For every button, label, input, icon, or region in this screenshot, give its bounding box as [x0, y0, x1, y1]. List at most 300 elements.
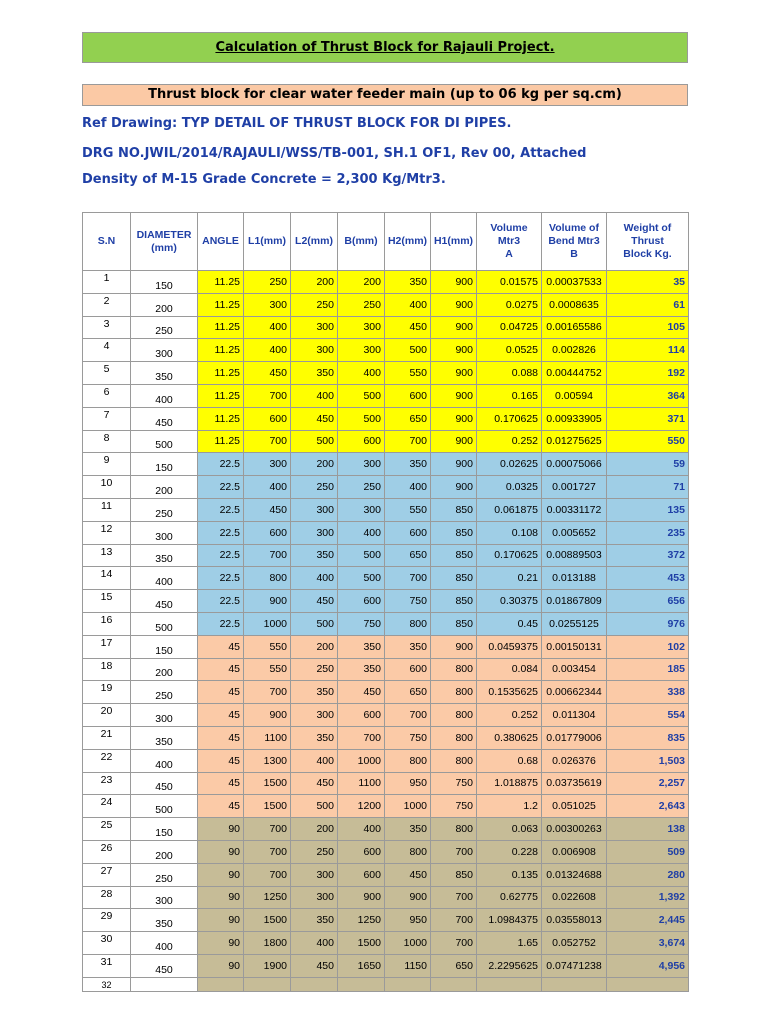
cell-volume-a: 0.135 [477, 863, 542, 886]
cell-volume-a: 0.380625 [477, 726, 542, 749]
cell-l2: 500 [291, 612, 338, 635]
cell-diameter: 350 [131, 726, 198, 749]
cell-h1: 800 [431, 681, 477, 704]
cell-h1: 800 [431, 749, 477, 772]
table-row [83, 567, 689, 590]
table-row [83, 795, 689, 818]
thrust-block-table [82, 212, 689, 992]
header-volume-a-label: Volume Mtr3 [490, 222, 528, 247]
cell-sn: 7 [83, 407, 131, 430]
cell-l2: 500 [291, 430, 338, 453]
header-weight [607, 213, 689, 271]
cell-b: 400 [338, 818, 385, 841]
cell-diameter: 300 [131, 886, 198, 909]
cell-angle: 45 [198, 704, 244, 727]
cell-weight: 71 [607, 476, 689, 499]
cell-l1: 550 [244, 635, 291, 658]
table-row [83, 612, 689, 635]
cell-l1: 900 [244, 704, 291, 727]
cell-diameter: 450 [131, 590, 198, 613]
cell-volume-b: 0.07471238 [542, 954, 607, 977]
cell-volume-b: 0.006908 [542, 840, 607, 863]
cell-weight: 138 [607, 818, 689, 841]
cell-volume-b: 0.013188 [542, 567, 607, 590]
cell-weight: 364 [607, 384, 689, 407]
cell-l1: 700 [244, 840, 291, 863]
cell-b: 300 [338, 316, 385, 339]
cell-volume-a: 0.063 [477, 818, 542, 841]
cell-l2: 250 [291, 840, 338, 863]
cell-l2: 400 [291, 932, 338, 955]
cell-l2: 300 [291, 339, 338, 362]
table-row [83, 726, 689, 749]
table-row [83, 681, 689, 704]
cell-h2 [385, 977, 431, 991]
cell-diameter: 450 [131, 772, 198, 795]
cell-sn: 17 [83, 635, 131, 658]
cell-weight: 192 [607, 362, 689, 385]
cell-h2: 1150 [385, 954, 431, 977]
cell-diameter: 350 [131, 544, 198, 567]
cell-diameter: 200 [131, 293, 198, 316]
cell-volume-b: 0.00662344 [542, 681, 607, 704]
cell-weight: 4,956 [607, 954, 689, 977]
cell-h1 [431, 977, 477, 991]
cell-l1: 1500 [244, 909, 291, 932]
cell-sn: 12 [83, 521, 131, 544]
cell-angle: 45 [198, 772, 244, 795]
cell-sn: 8 [83, 430, 131, 453]
cell-volume-a: 0.0325 [477, 476, 542, 499]
cell-volume-b: 0.00150131 [542, 635, 607, 658]
cell-volume-b: 0.00165586 [542, 316, 607, 339]
table-row [83, 749, 689, 772]
cell-weight: 280 [607, 863, 689, 886]
cell-volume-b: 0.011304 [542, 704, 607, 727]
cell-h1: 850 [431, 612, 477, 635]
cell-sn: 31 [83, 954, 131, 977]
cell-volume-b: 0.0255125 [542, 612, 607, 635]
cell-h1: 800 [431, 726, 477, 749]
cell-weight: 135 [607, 498, 689, 521]
cell-angle: 45 [198, 795, 244, 818]
cell-h1: 850 [431, 521, 477, 544]
cell-volume-a: 0.228 [477, 840, 542, 863]
cell-h2: 450 [385, 863, 431, 886]
cell-l2: 450 [291, 590, 338, 613]
cell-b: 900 [338, 886, 385, 909]
cell-volume-a [477, 977, 542, 991]
cell-b: 1100 [338, 772, 385, 795]
table-row [83, 544, 689, 567]
table-row [83, 384, 689, 407]
table-row [83, 590, 689, 613]
cell-volume-b: 0.022608 [542, 886, 607, 909]
subtitle-banner [82, 84, 688, 106]
cell-sn: 6 [83, 384, 131, 407]
cell-h1: 900 [431, 635, 477, 658]
cell-weight: 2,445 [607, 909, 689, 932]
cell-sn: 3 [83, 316, 131, 339]
cell-l1: 300 [244, 293, 291, 316]
cell-angle: 90 [198, 818, 244, 841]
cell-h2: 800 [385, 612, 431, 635]
cell-l2: 200 [291, 635, 338, 658]
cell-angle: 22.5 [198, 544, 244, 567]
cell-diameter: 250 [131, 316, 198, 339]
cell-b: 600 [338, 704, 385, 727]
table-header-row [83, 213, 689, 271]
cell-h1: 900 [431, 453, 477, 476]
cell-h2: 350 [385, 453, 431, 476]
cell-sn: 27 [83, 863, 131, 886]
cell-diameter: 250 [131, 681, 198, 704]
cell-diameter: 500 [131, 430, 198, 453]
cell-h2: 500 [385, 339, 431, 362]
cell-l2: 500 [291, 795, 338, 818]
header-diameter [131, 213, 198, 271]
cell-angle: 11.25 [198, 430, 244, 453]
cell-angle: 22.5 [198, 453, 244, 476]
cell-diameter: 150 [131, 453, 198, 476]
cell-weight: 509 [607, 840, 689, 863]
cell-sn: 15 [83, 590, 131, 613]
cell-angle: 11.25 [198, 339, 244, 362]
cell-angle: 22.5 [198, 476, 244, 499]
cell-volume-b: 0.00075066 [542, 453, 607, 476]
cell-b: 500 [338, 567, 385, 590]
cell-diameter: 400 [131, 384, 198, 407]
cell-l2: 200 [291, 271, 338, 294]
cell-weight: 550 [607, 430, 689, 453]
cell-sn: 28 [83, 886, 131, 909]
document-title: Calculation of Thrust Block for Rajauli Project. [215, 40, 555, 55]
cell-volume-b: 0.0008635 [542, 293, 607, 316]
cell-diameter: 250 [131, 498, 198, 521]
cell-l2: 250 [291, 293, 338, 316]
cell-l1: 700 [244, 384, 291, 407]
cell-diameter: 450 [131, 954, 198, 977]
cell-volume-a: 0.62775 [477, 886, 542, 909]
cell-volume-a: 0.0459375 [477, 635, 542, 658]
cell-h2: 1000 [385, 932, 431, 955]
cell-weight: 185 [607, 658, 689, 681]
cell-l2: 350 [291, 362, 338, 385]
cell-l2: 450 [291, 772, 338, 795]
cell-volume-b: 0.03735619 [542, 772, 607, 795]
table-row [83, 772, 689, 795]
cell-b: 300 [338, 498, 385, 521]
table-row [83, 339, 689, 362]
cell-l2: 250 [291, 658, 338, 681]
cell-weight: 1,503 [607, 749, 689, 772]
cell-l2: 350 [291, 544, 338, 567]
cell-angle: 90 [198, 909, 244, 932]
cell-angle: 90 [198, 840, 244, 863]
header-sn [83, 213, 131, 271]
cell-volume-a: 0.0525 [477, 339, 542, 362]
cell-weight: 338 [607, 681, 689, 704]
cell-b: 1000 [338, 749, 385, 772]
cell-h2: 600 [385, 521, 431, 544]
cell-weight: 59 [607, 453, 689, 476]
cell-h1: 800 [431, 818, 477, 841]
cell-b: 1650 [338, 954, 385, 977]
cell-h2: 700 [385, 704, 431, 727]
cell-l2: 300 [291, 521, 338, 544]
cell-b: 1500 [338, 932, 385, 955]
cell-diameter: 150 [131, 271, 198, 294]
table-row [83, 909, 689, 932]
cell-weight: 105 [607, 316, 689, 339]
cell-l2: 350 [291, 726, 338, 749]
table-row [83, 932, 689, 955]
cell-b: 350 [338, 658, 385, 681]
header-weight-label-3: Block Kg. [623, 248, 672, 260]
cell-weight: 1,392 [607, 886, 689, 909]
cell-h1: 900 [431, 362, 477, 385]
cell-volume-b [542, 977, 607, 991]
cell-l1: 400 [244, 476, 291, 499]
cell-l1: 600 [244, 407, 291, 430]
table-row [83, 635, 689, 658]
cell-diameter: 300 [131, 704, 198, 727]
cell-diameter: 500 [131, 612, 198, 635]
cell-l2: 350 [291, 909, 338, 932]
cell-angle: 90 [198, 954, 244, 977]
header-l2 [291, 213, 338, 271]
cell-sn: 13 [83, 544, 131, 567]
cell-h2: 950 [385, 909, 431, 932]
cell-volume-b: 0.052752 [542, 932, 607, 955]
cell-l1: 1800 [244, 932, 291, 955]
cell-h1: 850 [431, 863, 477, 886]
cell-diameter: 200 [131, 658, 198, 681]
cell-angle: 11.25 [198, 271, 244, 294]
cell-l1: 700 [244, 544, 291, 567]
table-row [83, 818, 689, 841]
cell-b: 600 [338, 840, 385, 863]
cell-b: 600 [338, 590, 385, 613]
header-weight-label-1: Weight of [623, 222, 672, 234]
cell-angle: 45 [198, 658, 244, 681]
cell-b: 600 [338, 863, 385, 886]
cell-b [338, 977, 385, 991]
cell-h1: 900 [431, 476, 477, 499]
cell-l1: 700 [244, 818, 291, 841]
cell-h2: 350 [385, 635, 431, 658]
cell-sn: 21 [83, 726, 131, 749]
cell-diameter: 200 [131, 840, 198, 863]
table-row [83, 453, 689, 476]
cell-diameter: 200 [131, 476, 198, 499]
cell-angle: 90 [198, 932, 244, 955]
cell-diameter: 400 [131, 932, 198, 955]
cell-h1: 900 [431, 384, 477, 407]
cell-b: 600 [338, 430, 385, 453]
cell-l1: 250 [244, 271, 291, 294]
cell-h2: 700 [385, 430, 431, 453]
cell-h1: 800 [431, 704, 477, 727]
cell-volume-b: 0.00300263 [542, 818, 607, 841]
cell-b: 1200 [338, 795, 385, 818]
cell-l1: 1000 [244, 612, 291, 635]
cell-volume-a: 0.170625 [477, 407, 542, 430]
cell-diameter: 400 [131, 749, 198, 772]
cell-angle: 22.5 [198, 567, 244, 590]
cell-diameter: 400 [131, 567, 198, 590]
cell-volume-b: 0.01867809 [542, 590, 607, 613]
cell-l1: 400 [244, 316, 291, 339]
header-h1 [431, 213, 477, 271]
cell-volume-b: 0.005652 [542, 521, 607, 544]
cell-weight: 114 [607, 339, 689, 362]
cell-volume-a: 0.01575 [477, 271, 542, 294]
cell-l1: 1250 [244, 886, 291, 909]
cell-l1: 300 [244, 453, 291, 476]
cell-l1: 1500 [244, 772, 291, 795]
cell-volume-a: 1.018875 [477, 772, 542, 795]
table-row [83, 658, 689, 681]
cell-h2: 600 [385, 658, 431, 681]
header-l1 [244, 213, 291, 271]
cell-volume-b: 0.026376 [542, 749, 607, 772]
cell-l1: 1100 [244, 726, 291, 749]
cell-volume-b: 0.051025 [542, 795, 607, 818]
cell-angle: 45 [198, 749, 244, 772]
table-row [83, 407, 689, 430]
cell-angle: 90 [198, 863, 244, 886]
cell-diameter: 300 [131, 339, 198, 362]
cell-angle: 11.25 [198, 384, 244, 407]
cell-l2: 200 [291, 453, 338, 476]
header-h1-label: H1(mm) [433, 235, 474, 247]
cell-l2: 450 [291, 954, 338, 977]
cell-sn: 23 [83, 772, 131, 795]
cell-sn: 4 [83, 339, 131, 362]
cell-volume-a: 0.252 [477, 430, 542, 453]
cell-volume-b: 0.01275625 [542, 430, 607, 453]
cell-h1: 700 [431, 840, 477, 863]
cell-b: 400 [338, 362, 385, 385]
cell-sn: 32 [83, 977, 131, 991]
cell-diameter: 450 [131, 407, 198, 430]
cell-diameter: 250 [131, 863, 198, 886]
cell-volume-a: 0.170625 [477, 544, 542, 567]
table-body [83, 271, 689, 992]
cell-weight: 976 [607, 612, 689, 635]
cell-h2: 400 [385, 476, 431, 499]
cell-weight: 102 [607, 635, 689, 658]
cell-sn: 22 [83, 749, 131, 772]
cell-b: 1250 [338, 909, 385, 932]
cell-l1 [244, 977, 291, 991]
cell-diameter: 350 [131, 362, 198, 385]
cell-l1: 700 [244, 430, 291, 453]
cell-sn: 5 [83, 362, 131, 385]
cell-h2: 650 [385, 544, 431, 567]
cell-sn: 11 [83, 498, 131, 521]
cell-volume-a: 0.0275 [477, 293, 542, 316]
header-l2-label: L2(mm) [295, 235, 333, 247]
header-weight-label-2: Thrust [631, 235, 664, 247]
header-volume-b-label-1: Volume of [549, 222, 599, 234]
cell-volume-b: 0.00933905 [542, 407, 607, 430]
cell-h1: 900 [431, 316, 477, 339]
cell-h2: 650 [385, 681, 431, 704]
cell-volume-b: 0.001727 [542, 476, 607, 499]
table-row [83, 886, 689, 909]
header-angle-label: ANGLE [202, 235, 239, 247]
cell-l2: 300 [291, 704, 338, 727]
table-row [83, 293, 689, 316]
cell-sn: 1 [83, 271, 131, 294]
cell-l1: 700 [244, 681, 291, 704]
header-l1-label: L1(mm) [248, 235, 286, 247]
title-banner [82, 32, 688, 63]
cell-volume-b: 0.00889503 [542, 544, 607, 567]
table-row-partial [83, 977, 689, 991]
header-sn-label: S.N [97, 235, 116, 247]
cell-volume-a: 0.45 [477, 612, 542, 635]
cell-volume-a: 0.21 [477, 567, 542, 590]
cell-weight: 835 [607, 726, 689, 749]
cell-sn: 24 [83, 795, 131, 818]
header-b [338, 213, 385, 271]
cell-l1: 550 [244, 658, 291, 681]
cell-volume-a: 0.252 [477, 704, 542, 727]
cell-angle: 11.25 [198, 316, 244, 339]
cell-l1: 1500 [244, 795, 291, 818]
cell-h2: 550 [385, 362, 431, 385]
cell-sn: 16 [83, 612, 131, 635]
cell-h1: 750 [431, 772, 477, 795]
cell-volume-a: 0.088 [477, 362, 542, 385]
cell-b: 400 [338, 521, 385, 544]
cell-l2: 300 [291, 316, 338, 339]
cell-l2: 250 [291, 476, 338, 499]
cell-l2: 200 [291, 818, 338, 841]
cell-weight: 453 [607, 567, 689, 590]
cell-angle: 22.5 [198, 521, 244, 544]
cell-l2: 300 [291, 886, 338, 909]
cell-volume-b: 0.03558013 [542, 909, 607, 932]
header-volume-a-letter: A [505, 248, 513, 260]
table-row [83, 271, 689, 294]
cell-volume-b: 0.01324688 [542, 863, 607, 886]
cell-volume-b: 0.00444752 [542, 362, 607, 385]
cell-volume-a: 0.061875 [477, 498, 542, 521]
cell-b: 250 [338, 293, 385, 316]
cell-sn: 10 [83, 476, 131, 499]
cell-h1: 700 [431, 932, 477, 955]
cell-volume-a: 1.2 [477, 795, 542, 818]
cell-l2: 400 [291, 567, 338, 590]
cell-volume-a: 0.084 [477, 658, 542, 681]
header-volume-b-letter: B [570, 248, 578, 260]
cell-weight: 372 [607, 544, 689, 567]
cell-sn: 14 [83, 567, 131, 590]
cell-volume-b: 0.01779006 [542, 726, 607, 749]
cell-b: 200 [338, 271, 385, 294]
cell-diameter: 500 [131, 795, 198, 818]
cell-h1: 650 [431, 954, 477, 977]
cell-weight [607, 977, 689, 991]
cell-angle: 22.5 [198, 612, 244, 635]
cell-b: 300 [338, 453, 385, 476]
cell-volume-a: 0.165 [477, 384, 542, 407]
cell-h1: 850 [431, 590, 477, 613]
